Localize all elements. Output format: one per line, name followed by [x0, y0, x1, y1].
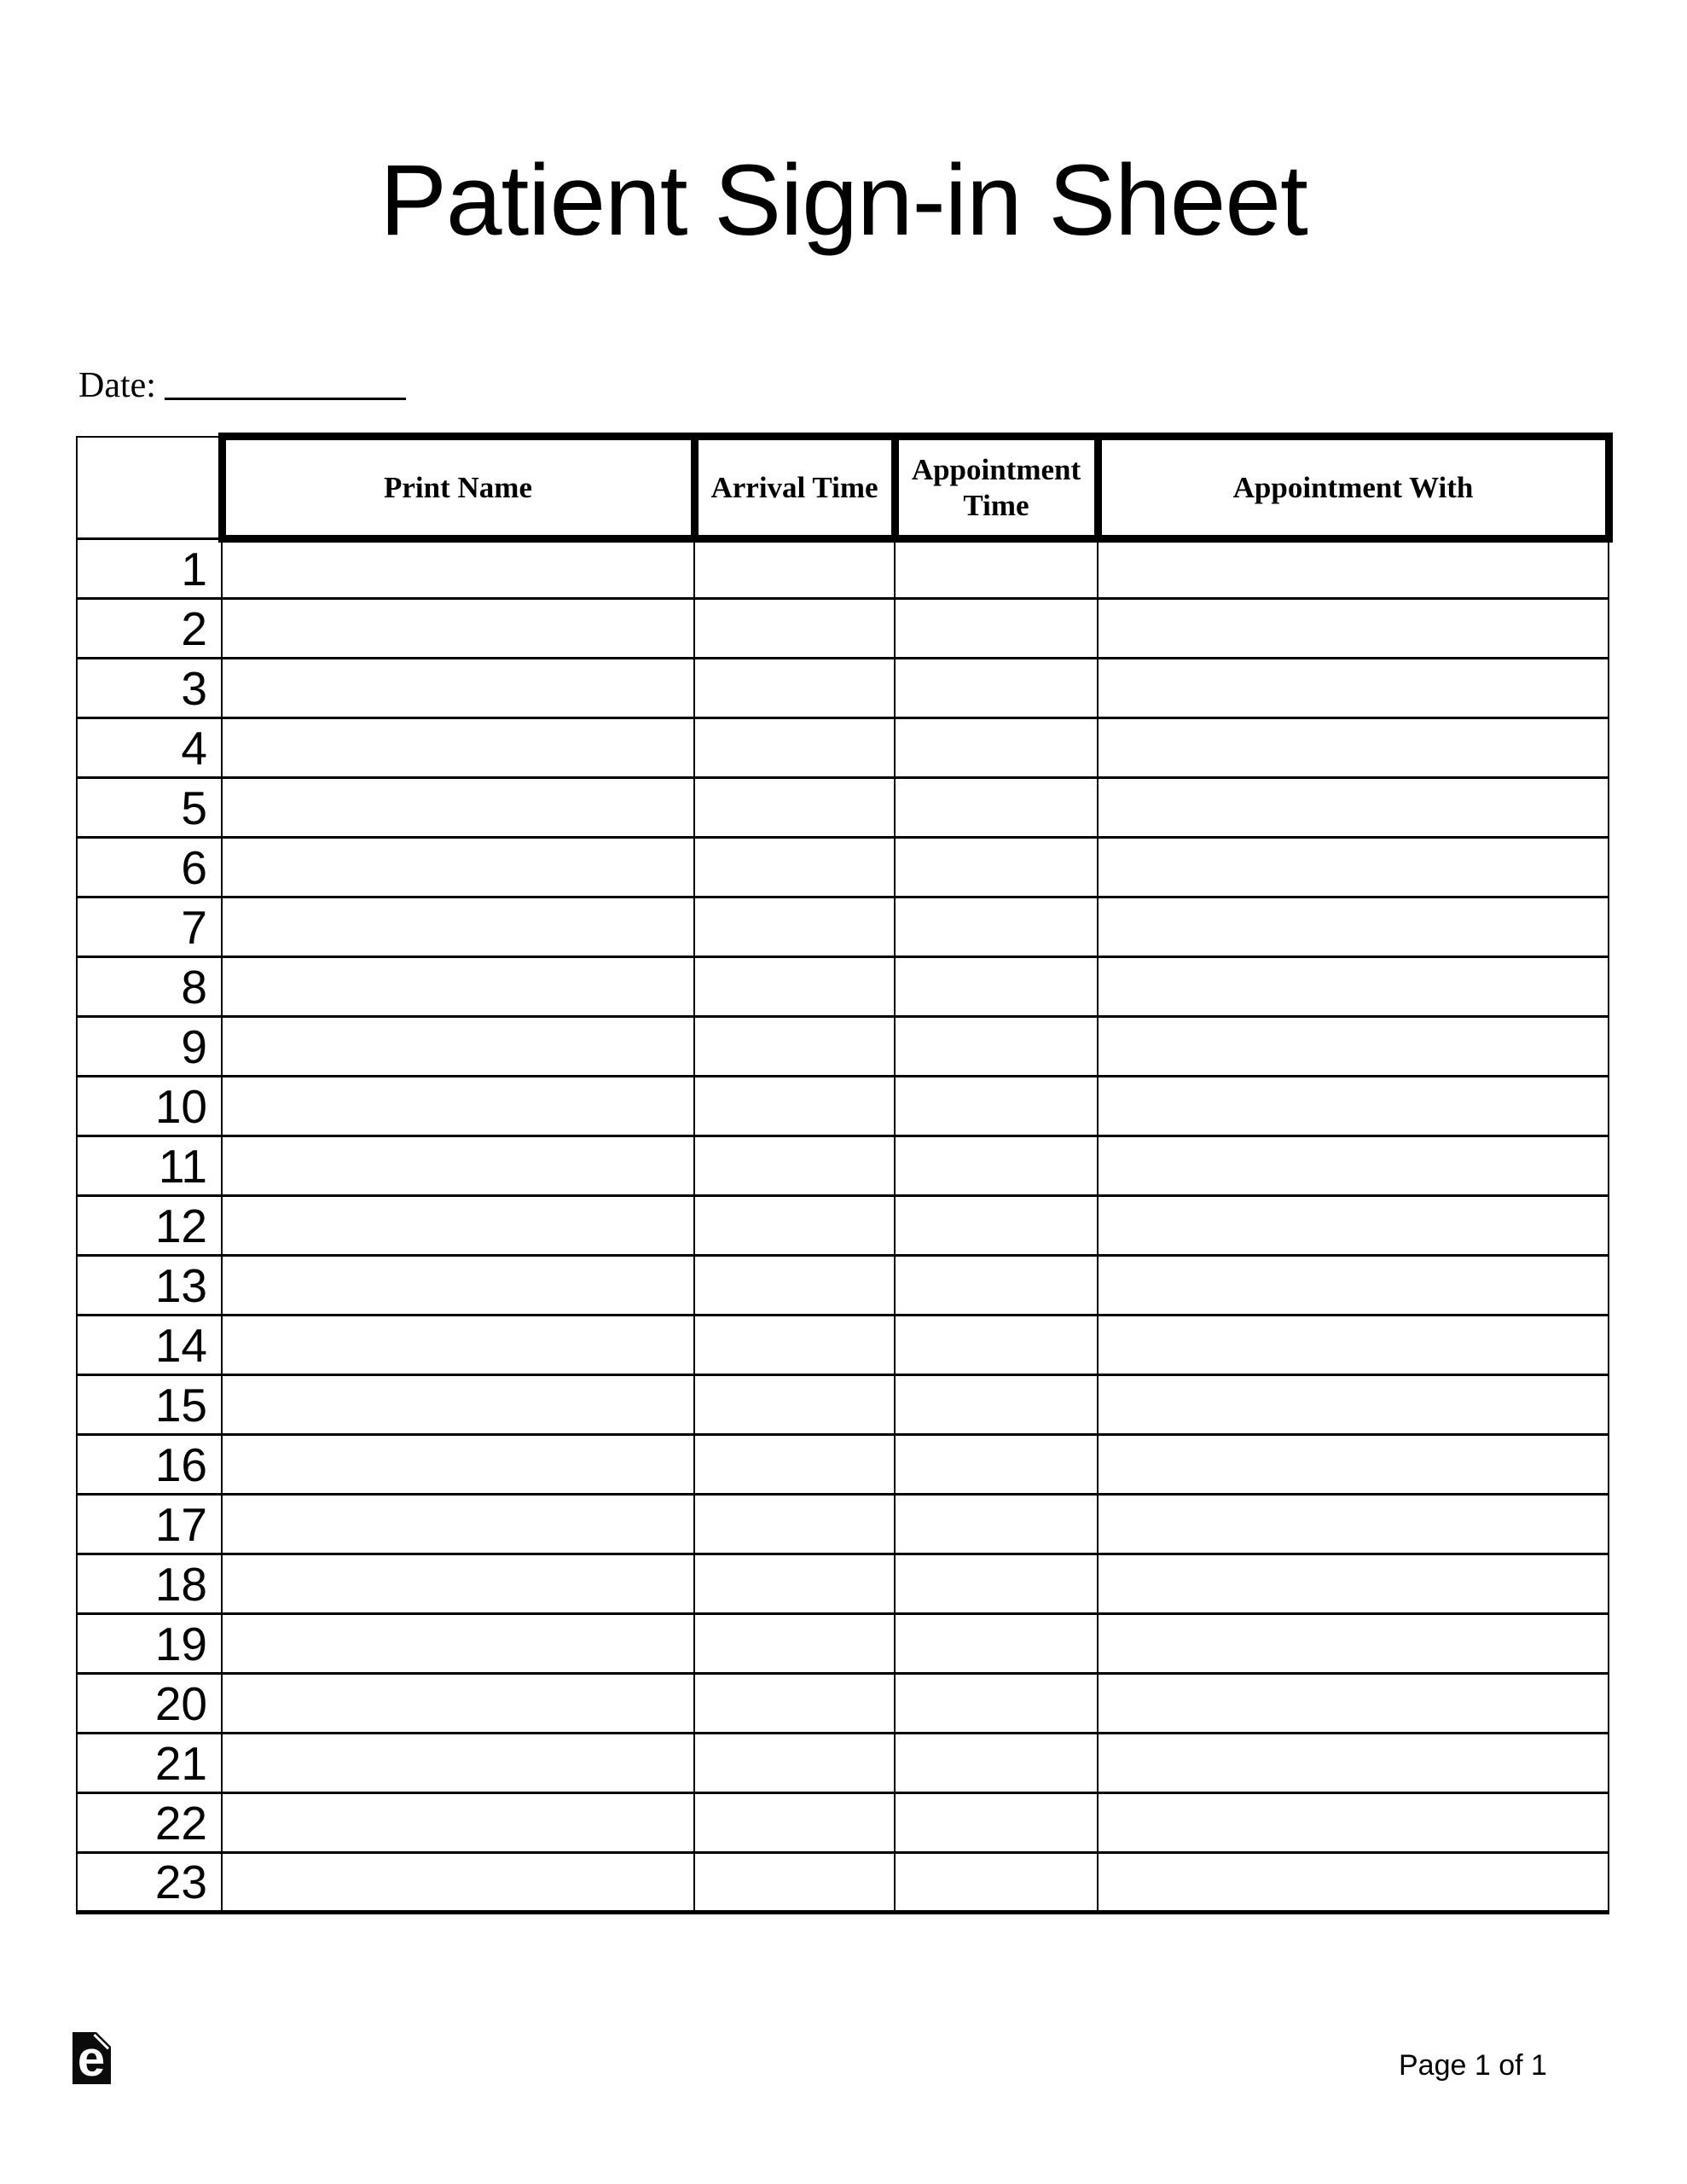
table-row [77, 1375, 1609, 1435]
cell-print-name[interactable] [222, 1793, 694, 1853]
cell-print-name[interactable] [222, 1256, 694, 1316]
table-row [77, 1614, 1609, 1674]
cell-appointment-with[interactable] [1098, 1734, 1609, 1793]
table-row [77, 838, 1609, 897]
cell-arrival-time[interactable] [694, 1853, 895, 1913]
cell-appointment-time[interactable] [895, 1136, 1098, 1196]
cell-appointment-with[interactable] [1098, 1435, 1609, 1495]
cell-arrival-time[interactable] [694, 1674, 895, 1734]
cell-appointment-time[interactable] [895, 1196, 1098, 1256]
cell-arrival-time[interactable] [694, 1793, 895, 1853]
cell-appointment-time[interactable] [895, 1853, 1098, 1913]
cell-appointment-time[interactable] [895, 1435, 1098, 1495]
cell-print-name[interactable] [222, 1136, 694, 1196]
cell-appointment-time[interactable] [895, 1793, 1098, 1853]
cell-appointment-time[interactable] [895, 599, 1098, 659]
header-row [77, 437, 1609, 539]
cell-print-name[interactable] [222, 1853, 694, 1913]
cell-print-name[interactable] [222, 539, 694, 599]
row-number-cell: 18 [77, 1554, 222, 1614]
table-row [77, 718, 1609, 778]
row-number-cell: 8 [77, 957, 222, 1017]
sign-in-table-wrap [76, 433, 1613, 1914]
table-row [77, 1853, 1609, 1913]
row-number-cell: 21 [77, 1734, 222, 1793]
cell-print-name[interactable] [222, 1435, 694, 1495]
cell-print-name[interactable] [222, 599, 694, 659]
eforms-document-logo [72, 2032, 111, 2088]
cell-appointment-with[interactable] [1098, 1554, 1609, 1614]
cell-appointment-time[interactable] [895, 1614, 1098, 1674]
table-row [77, 1077, 1609, 1136]
cell-appointment-time[interactable] [895, 659, 1098, 718]
cell-arrival-time[interactable] [694, 1077, 895, 1136]
cell-appointment-with[interactable] [1098, 957, 1609, 1017]
cell-arrival-time[interactable] [694, 1316, 895, 1375]
cell-appointment-time[interactable] [895, 838, 1098, 897]
cell-appointment-with[interactable] [1098, 1196, 1609, 1256]
logo-letter: e [77, 2032, 106, 2084]
cell-print-name[interactable] [222, 1375, 694, 1435]
cell-appointment-with[interactable] [1098, 1614, 1609, 1674]
row-number-cell: 16 [77, 1435, 222, 1495]
cell-appointment-time[interactable] [895, 957, 1098, 1017]
cell-appointment-time[interactable] [895, 897, 1098, 957]
table-row [77, 1017, 1609, 1077]
cell-appointment-time[interactable] [895, 718, 1098, 778]
cell-appointment-time[interactable] [895, 1734, 1098, 1793]
cell-appointment-with[interactable] [1098, 539, 1609, 599]
table-row [77, 957, 1609, 1017]
date-field [78, 365, 406, 406]
column-header-appointment-time: Appointment Time [895, 437, 1098, 539]
table-row [77, 1674, 1609, 1734]
cell-print-name[interactable] [222, 957, 694, 1017]
cell-appointment-time[interactable] [895, 1495, 1098, 1554]
cell-arrival-time[interactable] [694, 778, 895, 838]
cell-print-name[interactable] [222, 1554, 694, 1614]
table-row [77, 1256, 1609, 1316]
table-row [77, 897, 1609, 957]
cell-appointment-with[interactable] [1098, 1077, 1609, 1136]
cell-appointment-with[interactable] [1098, 778, 1609, 838]
cell-arrival-time[interactable] [694, 599, 895, 659]
row-number-cell: 1 [77, 539, 222, 599]
row-number-cell: 11 [77, 1136, 222, 1196]
row-number-cell: 14 [77, 1316, 222, 1375]
row-number-cell: 22 [77, 1793, 222, 1853]
sign-in-table [76, 433, 1613, 1914]
cell-arrival-time[interactable] [694, 957, 895, 1017]
cell-print-name[interactable] [222, 1017, 694, 1077]
cell-appointment-time[interactable] [895, 778, 1098, 838]
cell-arrival-time[interactable] [694, 1256, 895, 1316]
table-row [77, 539, 1609, 599]
page-title: Patient Sign-in Sheet [380, 144, 1307, 257]
table-row [77, 1136, 1609, 1196]
cell-appointment-with[interactable] [1098, 1853, 1609, 1913]
corner-header-cell [77, 437, 222, 539]
table-row [77, 778, 1609, 838]
cell-appointment-with[interactable] [1098, 838, 1609, 897]
row-number-cell: 5 [77, 778, 222, 838]
table-row [77, 1554, 1609, 1614]
cell-appointment-time[interactable] [895, 1674, 1098, 1734]
row-number-cell: 10 [77, 1077, 222, 1136]
cell-appointment-with[interactable] [1098, 1793, 1609, 1853]
table-row [77, 1196, 1609, 1256]
cell-appointment-with[interactable] [1098, 1375, 1609, 1435]
cell-appointment-with[interactable] [1098, 659, 1609, 718]
table-row [77, 1793, 1609, 1853]
row-number-cell: 6 [77, 838, 222, 897]
document-page-icon [72, 2032, 111, 2084]
cell-print-name[interactable] [222, 1316, 694, 1375]
page-number-indicator: Page 1 of 1 [1399, 2049, 1547, 2082]
cell-arrival-time[interactable] [694, 1614, 895, 1674]
cell-appointment-with[interactable] [1098, 1256, 1609, 1316]
row-number-cell: 4 [77, 718, 222, 778]
cell-print-name[interactable] [222, 778, 694, 838]
cell-print-name[interactable] [222, 1077, 694, 1136]
row-number-cell: 12 [77, 1196, 222, 1256]
cell-appointment-with[interactable] [1098, 1674, 1609, 1734]
row-number-cell: 19 [77, 1614, 222, 1674]
cell-arrival-time[interactable] [694, 1734, 895, 1793]
cell-appointment-with[interactable] [1098, 718, 1609, 778]
table-row [77, 1734, 1609, 1793]
cell-appointment-with[interactable] [1098, 599, 1609, 659]
table-row [77, 659, 1609, 718]
cell-print-name[interactable] [222, 1495, 694, 1554]
cell-appointment-time[interactable] [895, 1554, 1098, 1614]
cell-arrival-time[interactable] [694, 718, 895, 778]
cell-arrival-time[interactable] [694, 838, 895, 897]
cell-print-name[interactable] [222, 897, 694, 957]
row-number-cell: 17 [77, 1495, 222, 1554]
column-header-print-name: Print Name [222, 437, 694, 539]
cell-arrival-time[interactable] [694, 539, 895, 599]
table-row [77, 1316, 1609, 1375]
cell-appointment-time[interactable] [895, 539, 1098, 599]
row-number-cell: 3 [77, 659, 222, 718]
cell-appointment-with[interactable] [1098, 1017, 1609, 1077]
cell-print-name[interactable] [222, 718, 694, 778]
cell-print-name[interactable] [222, 838, 694, 897]
cell-appointment-time[interactable] [895, 1256, 1098, 1316]
cell-arrival-time[interactable] [694, 1196, 895, 1256]
row-number-cell: 15 [77, 1375, 222, 1435]
cell-print-name[interactable] [222, 1674, 694, 1734]
row-number-cell: 2 [77, 599, 222, 659]
column-header-appointment-with: Appointment With [1098, 437, 1609, 539]
cell-arrival-time[interactable] [694, 1375, 895, 1435]
row-number-cell: 20 [77, 1674, 222, 1734]
cell-arrival-time[interactable] [694, 1136, 895, 1196]
cell-appointment-with[interactable] [1098, 1136, 1609, 1196]
row-number-cell: 7 [77, 897, 222, 957]
cell-arrival-time[interactable] [694, 659, 895, 718]
cell-appointment-time[interactable] [895, 1077, 1098, 1136]
cell-print-name[interactable] [222, 1734, 694, 1793]
cell-appointment-time[interactable] [895, 1017, 1098, 1077]
cell-appointment-with[interactable] [1098, 1316, 1609, 1375]
cell-arrival-time[interactable] [694, 1435, 895, 1495]
cell-appointment-with[interactable] [1098, 1495, 1609, 1554]
date-label: Date: [78, 366, 156, 405]
row-number-cell: 13 [77, 1256, 222, 1316]
table-row [77, 1495, 1609, 1554]
cell-appointment-time[interactable] [895, 1375, 1098, 1435]
date-blank-line[interactable] [165, 398, 406, 400]
cell-print-name[interactable] [222, 1196, 694, 1256]
cell-appointment-time[interactable] [895, 1316, 1098, 1375]
row-number-cell: 9 [77, 1017, 222, 1077]
column-header-arrival-time: Arrival Time [694, 437, 895, 539]
cell-arrival-time[interactable] [694, 897, 895, 957]
cell-arrival-time[interactable] [694, 1554, 895, 1614]
cell-print-name[interactable] [222, 659, 694, 718]
cell-print-name[interactable] [222, 1614, 694, 1674]
cell-appointment-with[interactable] [1098, 897, 1609, 957]
cell-arrival-time[interactable] [694, 1495, 895, 1554]
table-row [77, 599, 1609, 659]
table-row [77, 1435, 1609, 1495]
row-number-cell: 23 [77, 1853, 222, 1913]
cell-arrival-time[interactable] [694, 1017, 895, 1077]
